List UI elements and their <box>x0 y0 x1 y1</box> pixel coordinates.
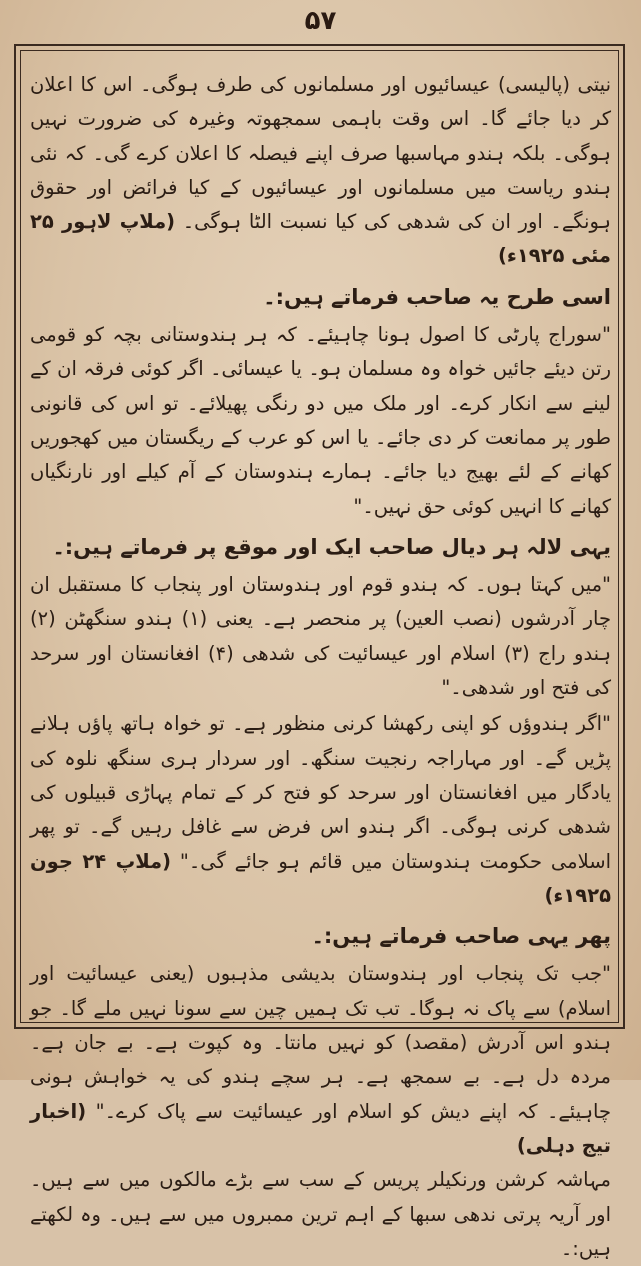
quote-purification-text: "جب تک پنجاب اور ہندوستان بدیشی مذہبوں (یعنی عیسائیت اور اسلام) سے پاک نہ ہوگا۔ تب تک ہمیں چین سے سونا نہیں ملے گا۔ جو ہندو اس آدرش (مقصد) کو نہیں مانتا۔ وہ کپوت ہے۔ بے جان ہے۔ مردہ دل ہے۔ بے سمجھ ہے۔ ہر سچے ہندو کی یہ خواہش ہونی چاہیئے۔ کہ اپنے دیش کو اسلام اور عیسائیت سے پاک کرے۔" <box>30 962 611 1123</box>
citation-milap-may: (ملاپ لاہور ۲۵ مئی ۱۹۲۵ء) <box>30 210 611 268</box>
page-text <box>30 68 611 1266</box>
quote-four-ideals: "میں کہتا ہوں۔ کہ ہندو قوم اور ہندوستان اور پنجاب کا مستقبل ان چار آدرشوں (نصب العین) پر منحصر ہے۔ یعنی (۱) ہندو سنگھٹن (۲) ہندو راج (۳) اسلام اور عیسائیت کی شدھی (۴) افغانستان اور سرحد کی فتح اور شدھی۔" <box>30 573 612 700</box>
section-intro-3: پھر یہی صاحب فرماتے ہیں:۔ <box>311 924 611 949</box>
opening-paragraph <box>30 68 611 274</box>
citation-milap-june: (ملاپ ۲۴ جون ۱۹۲۵ء) <box>30 849 611 907</box>
quote-swaraj: "سوراج پارٹی کا اصول ہونا چاہیئے۔ کہ ہر ہندوستانی بچہ کو قومی رتن دیئے جائیں خواہ وہ مسلمان ہو۔ یا عیسائی۔ اگر کوئی فرقہ ان کے لینے سے انکار کرے۔ اور ملک میں دو رنگی پھیلائے۔ تو اس کی قانونی طور پر ممانعت کر دی جائے۔ یا اس کو عرب کے ریگستان میں کھجوریں کھانے کے لئے بھیج دیا جائے۔ ہمارے ہندوستان کے آم کیلے اور نارنگیاں کھانے کا انہیں کوئی حق نہیں۔" <box>30 323 611 518</box>
quote-afghanistan-text: "اگر ہندوؤں کو اپنی رکھشا کرنی منظور ہے۔ تو خواہ ہاتھ پاؤں ہلانے پڑیں گے۔ اور مہاراجہ رنجیت سنگھ۔ اور سردار ہری سنگھ نلوہ کی یادگار میں افغانستان اور سرحد کو فتح کر کے تمام پہاڑی قبیلوں کی شدھی کرنی ہوگی۔ اگر ہندو اس فرض سے غافل رہیں گے۔ تو پھر اسلامی حکومت ہندوستان میں قائم ہو جائے گی۔" <box>30 712 611 873</box>
page-number: ۵۷ <box>304 6 337 36</box>
quote-purification <box>30 957 611 1163</box>
citation-tej-delhi: (اخبار تیج دہلی) <box>30 1099 611 1157</box>
section-intro-1: اسی طرح یہ صاحب فرماتے ہیں:۔ <box>263 284 611 309</box>
opening-paragraph-text: نیتی (پالیسی) عیسائیوں اور مسلمانوں کی طرف ہوگی۔ اس کا اعلان کر دیا جائے گا۔ اس وقت باہمی سمجھوتہ وغیرہ کی ضرورت نہیں ہوگی۔ بلکہ ہندو مہاسبھا صرف اپنے فیصلہ کا اعلان کرے گی۔ کہ نئی ہندو ریاست میں مسلمانوں اور عیسائیوں کے کیا فرائض اور حقوق ہونگے۔ اور ان کی شدھی کی کیا نسبت الٹا ہوگی۔ <box>30 73 611 234</box>
closing-paragraph: مہاشہ کرشن ورنکیلر پریس کے سب سے بڑے مالکوں میں سے ہیں۔ اور آریہ پرتی ندھی سبھا کے اہم ترین ممبروں میں سے ہیں۔ وہ لکھتے ہیں:۔ <box>30 1168 611 1260</box>
section-intro-2: یہی لالہ ہر دیال صاحب ایک اور موقع پر فرماتے ہیں:۔ <box>52 534 611 559</box>
quote-afghanistan <box>30 707 611 913</box>
